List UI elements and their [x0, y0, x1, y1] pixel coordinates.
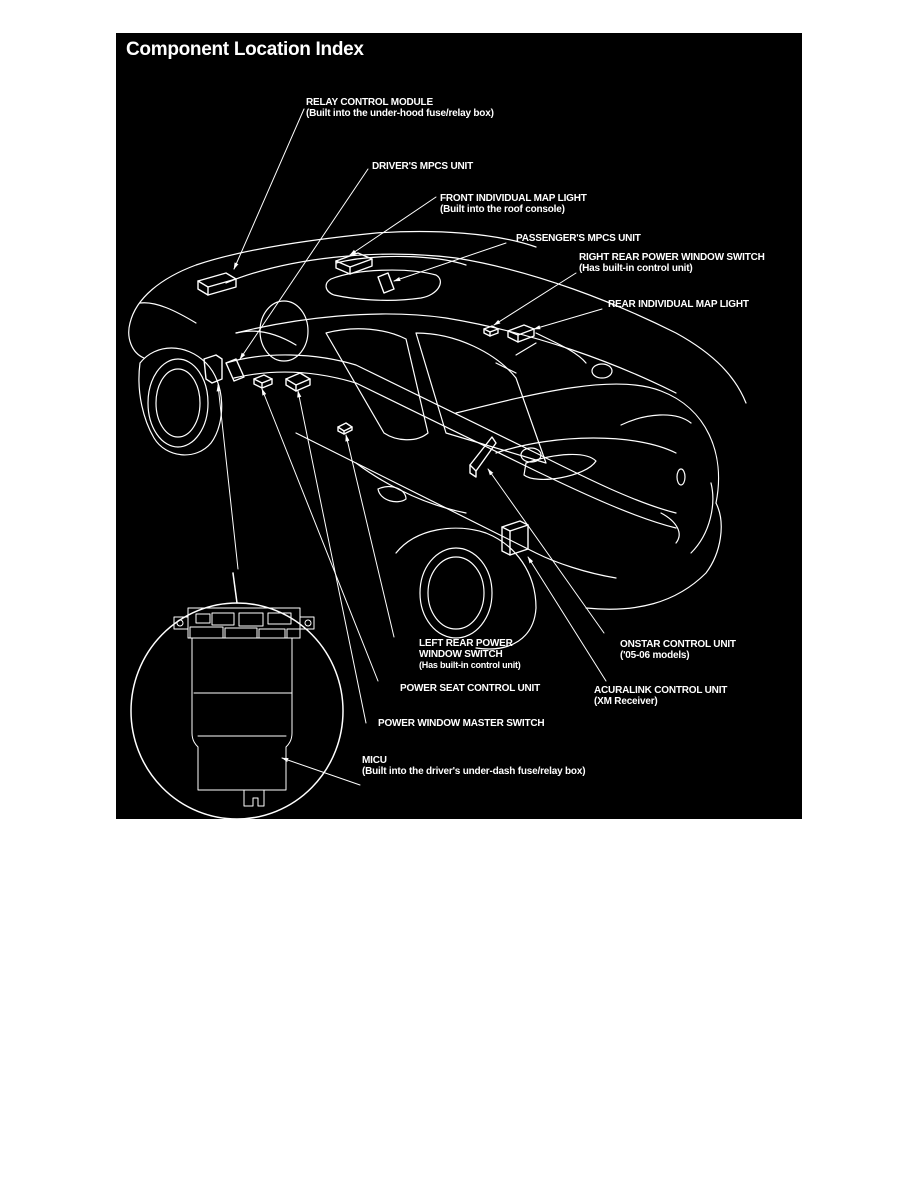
label-name: ACURALINK CONTROL UNIT [594, 685, 728, 696]
label-name: REAR INDIVIDUAL MAP LIGHT [608, 299, 749, 310]
diagram-panel [116, 33, 802, 819]
label-onstar-control-unit [620, 639, 736, 661]
label-name: DRIVER'S MPCS UNIT [372, 161, 474, 172]
label-name-line2: WINDOW SWITCH [419, 649, 503, 660]
page-title: Component Location Index [126, 39, 364, 60]
label-front-individual-map-light [440, 193, 587, 215]
label-note: (Built into the driver's under-dash fuse/relay box) [362, 766, 586, 777]
label-name-line1: LEFT REAR POWER [419, 638, 513, 649]
label-note: (Has built-in control unit) [579, 263, 693, 274]
micu-detail-inset [131, 573, 343, 819]
label-left-rear-power-window-switch [419, 638, 521, 671]
label-note: (Built into the roof console) [440, 204, 565, 215]
label-note: (Built into the under-hood fuse/relay box) [306, 108, 494, 119]
label-name: PASSENGER'S MPCS UNIT [516, 233, 641, 244]
label-acuralink-control-unit [594, 685, 727, 707]
label-note: (XM Receiver) [594, 696, 658, 707]
label-name: MICU [362, 755, 387, 766]
car-body-outline [129, 232, 746, 649]
label-name: RELAY CONTROL MODULE [306, 97, 433, 108]
label-rear-individual-map-light [608, 299, 749, 310]
label-power-seat-control-unit [400, 683, 540, 694]
label-name: ONSTAR CONTROL UNIT [620, 639, 736, 650]
label-note: (Has built-in control unit) [419, 660, 521, 670]
label-drivers-mpcs-unit [372, 161, 473, 172]
label-name: FRONT INDIVIDUAL MAP LIGHT [440, 193, 587, 204]
label-power-window-master-switch [378, 718, 544, 729]
label-micu [362, 755, 585, 777]
label-right-rear-power-window-switch [579, 252, 765, 274]
component-boxes [198, 253, 534, 555]
label-note: ('05-06 models) [620, 650, 690, 661]
label-name: POWER SEAT CONTROL UNIT [400, 683, 541, 694]
label-passengers-mpcs-unit [516, 233, 641, 244]
label-name: POWER WINDOW MASTER SWITCH [378, 718, 545, 729]
label-relay-control-module [306, 97, 494, 119]
label-name: RIGHT REAR POWER WINDOW SWITCH [579, 252, 765, 263]
